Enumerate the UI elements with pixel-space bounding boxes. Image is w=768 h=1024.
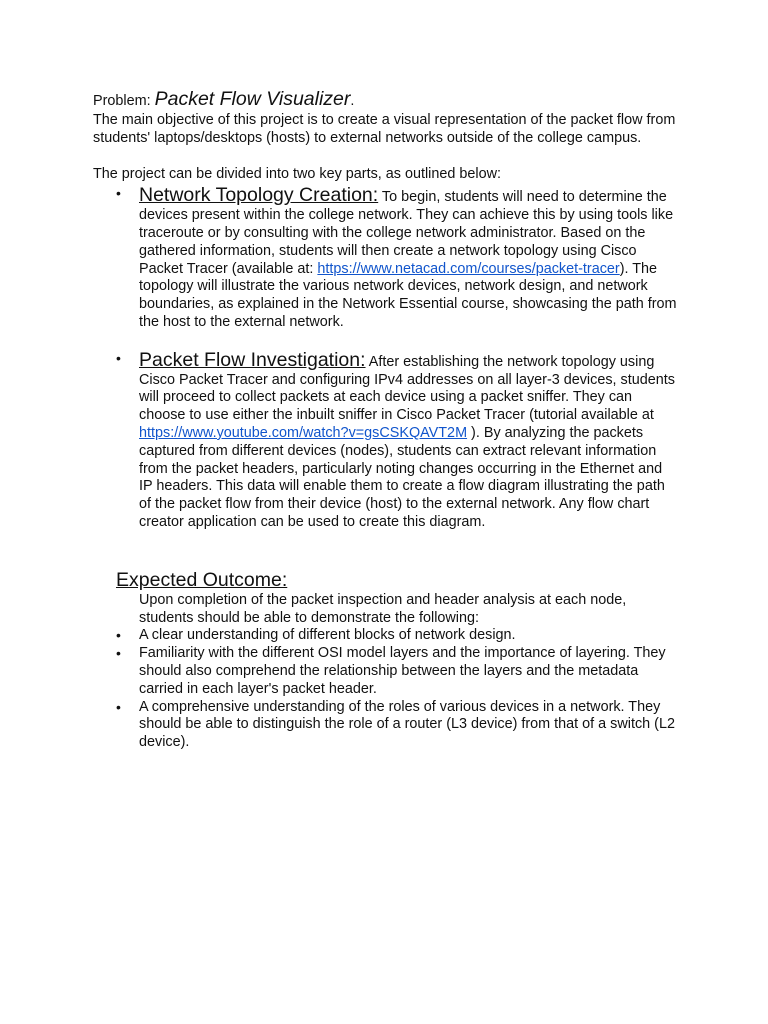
parts-intro: The project can be divided into two key parts, as outlined below: bbox=[93, 165, 501, 182]
part-packet-flow bbox=[116, 348, 678, 532]
problem-label: Problem: bbox=[93, 93, 155, 109]
expected-outcome-intro: Upon completion of the packet inspection and header analysis at each node, students should be able to demonstrate the following: bbox=[139, 591, 627, 626]
problem-title-suffix: . bbox=[350, 93, 355, 109]
outcome-item bbox=[116, 627, 678, 645]
bullet-icon: • bbox=[116, 645, 121, 662]
part-text: ). By analyzing the packets captured from different devices (nodes), students can extract relevant information from the packet headers, particularly noting changes occurring in the Ethernet and IP headers. This data will enable them to create a flow diagram illustrating the path of the packet flow from their device (host) to the external network. Any flow chart creator application can be used to create this diagram. bbox=[139, 424, 665, 530]
bullet-icon: • bbox=[116, 627, 121, 644]
parts-list bbox=[93, 185, 678, 531]
problem-line bbox=[93, 88, 678, 112]
packet-tracer-link[interactable]: https://www.netacad.com/courses/packet-tracer bbox=[317, 260, 620, 277]
part-text: To begin, students will need to determine the devices present within the college network. They can achieve this by using tools like traceroute or by consulting with the college network administrator. Based on the gathered information, students will then create a network topology using Cisco Packet Tracer (available at: bbox=[139, 189, 674, 277]
youtube-tutorial-link[interactable]: https://www.youtube.com/watch?v=gsCSKQAVT2M bbox=[139, 424, 468, 441]
bullet-icon: • bbox=[116, 185, 121, 202]
part-network-topology bbox=[116, 184, 678, 331]
part-text: ). The topology will illustrate the various network devices, network design, and network boundaries, as explained in the Network Essential course, showcasing the path from the host to the external network. bbox=[139, 260, 677, 330]
document-page bbox=[93, 88, 678, 752]
outcome-list bbox=[93, 627, 678, 752]
bullet-icon: • bbox=[116, 349, 121, 366]
bullet-icon: • bbox=[116, 698, 121, 715]
outcome-item bbox=[116, 698, 678, 752]
part-heading: Network Topology Creation: bbox=[139, 184, 379, 207]
part-heading: Packet Flow Investigation: bbox=[139, 348, 366, 371]
outcome-item bbox=[116, 645, 678, 698]
expected-outcome-heading: Expected Outcome: bbox=[116, 568, 288, 591]
outcome-text: A clear understanding of different blocks of network design. bbox=[139, 627, 516, 644]
problem-title: Packet Flow Visualizer bbox=[154, 88, 351, 110]
outcome-text: A comprehensive understanding of the roles of various devices in a network. They should be able to distinguish the role of a router (L3 device) from that of a switch (L2 device). bbox=[139, 698, 675, 751]
intro-paragraph: The main objective of this project is to create a visual representation of the packet flow from students' laptops/desktops (hosts) to external networks outside of the college campus. bbox=[93, 112, 676, 146]
outcome-text: Familiarity with the different OSI model layers and the importance of layering. They should also comprehend the relationship between the layers and the metadata carried in each layer's packet header. bbox=[139, 645, 666, 697]
part-text: After establishing the network topology using Cisco Packet Tracer and configuring IPv4 addresses on all layer-3 devices, students will proceed to collect packets at each device using a packet sniffer. They can choose to use either the inbuilt sniffer in Cisco Packet Tracer (tutorial available at bbox=[139, 353, 675, 424]
